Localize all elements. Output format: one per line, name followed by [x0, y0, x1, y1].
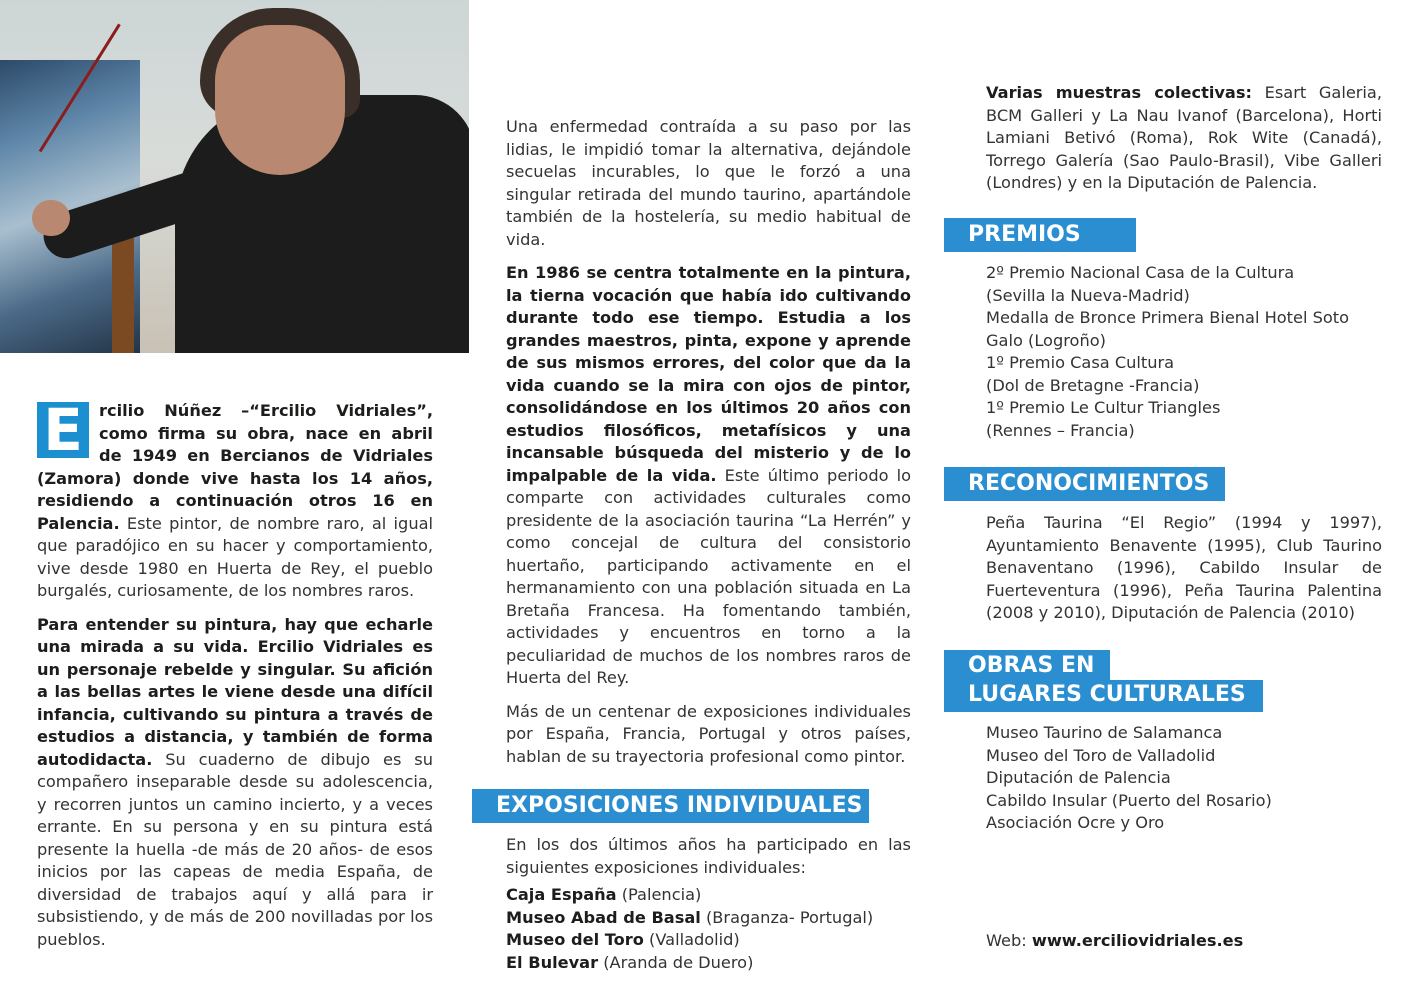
list-item: (Dol de Bretagne -Francia) [986, 375, 1200, 395]
bio-intro-paragraph [37, 396, 433, 603]
exposiciones-intro: En los dos últimos años ha participado en las siguientes exposiciones individuales: [506, 835, 911, 877]
bio-p2-bold: Para entender su pintura, hay que echarle una mirada a su vida. Ercilio Vidriales es un personaje rebelde y singular. Su afición a las bellas artes le viene desde una difícil infancia, cultivando su pintura a través de estudios a distancia, y también de forma autodidacta. [37, 614, 433, 769]
artist-hand [32, 200, 70, 236]
obras-list [986, 722, 1272, 835]
column-colectivas [986, 82, 1382, 195]
exposiciones-list [506, 884, 873, 974]
web-label: Web: [986, 931, 1032, 950]
list-item [506, 952, 873, 975]
section-header-reconocimientos: RECONOCIMIENTOS [944, 467, 1225, 501]
career-p2-bold: En 1986 se centra totalmente en la pintura, la tierna vocación que había ido cultivando durante todo ese tiempo. Estudia a los grandes maestros, pinta, expone y aprende de sus mismos errores, del color que da la vida cuando se la mira con ojos de pintor, consolidándose en los últimos 20 años con estudios filosóficos, metafísicos y una incansable búsqueda del misterio y de lo impalpable de la vida. [506, 263, 911, 485]
bio-paragraph-2 [37, 614, 433, 952]
section-header-obras-line1: OBRAS EN [944, 650, 1110, 680]
list-item: (Sevilla la Nueva-Madrid) [986, 285, 1190, 305]
bio-intro-rest: Este pintor, de nombre raro, al igual que paradójico en su hacer y comportamiento, vive desde 1980 en Huerta de Rey, el pueblo burgalés, curiosamente, de los nombres raros. [37, 513, 433, 600]
expo-name: Museo Abad de Basal [506, 907, 701, 927]
expo-name: Museo del Toro [506, 930, 644, 949]
expo-name: Caja España [506, 885, 617, 904]
list-item: Cabildo Insular (Puerto del Rosario) [986, 790, 1272, 810]
colectivas-paragraph [986, 82, 1382, 195]
career-p2-rest: Este último periodo lo comparte con actividades culturales como presidente de la asociación taurina “La Herrén” y como concejal de cultura del consistorio huertaño, participando activamente en el hermanamiento con una población situada en La Bretaña Francesa. Ha fomentando también, actividades y encuentros en torno a la peculiaridad de muchos de los nombres raros de Huerta del Rey. [506, 465, 911, 687]
expo-place: (Palencia) [616, 885, 702, 904]
bio-p2-rest: Su cuaderno de dibujo es su compañero inseparable desde su adolescencia, y recorren juntos un camino incierto, y a veces errante. En su persona y en su pintura está presente la huella -de más de 20 años- de esos inicios por las capeas de media España, de diversidad de trabajos aquí y allá para ir subsistiendo, y de más de 200 novilladas por los pueblos. [37, 749, 433, 949]
expo-place: (Valladolid) [643, 930, 740, 949]
colectivas-rest: Esart Galeria, BCM Galleri y La Nau Ivanof (Barcelona), Horti Lamiani Betivó (Roma), Rok Wite (Canadá), Torrego Galería (Sao Paulo-Brasil), Vibe Galleri (Londres) y en la Diputación de Palencia. [986, 83, 1382, 192]
drop-cap: E [37, 402, 89, 458]
list-item: Galo (Logroño) [986, 330, 1106, 350]
list-item: Diputación de Palencia [986, 768, 1171, 787]
list-item: (Rennes – Francia) [986, 420, 1135, 440]
career-paragraph-3: Más de un centenar de exposiciones individuales por España, Francia, Portugal y otros países, hablan de su trayectoria profesional como pintor. [506, 701, 911, 766]
list-item [506, 907, 873, 930]
list-item: 2º Premio Nacional Casa de la Cultura [986, 263, 1295, 282]
list-item: Museo Taurino de Salamanca [986, 723, 1223, 742]
expo-place: (Aranda de Duero) [598, 952, 754, 972]
website-line [986, 930, 1243, 953]
reconocimientos-text: Peña Taurina “El Regio” (1994 y 1997), Ayuntamiento Benavente (1995), Club Taurino Benaventano (1996), Cabildo Insular de Fuerteventura (1996), Peña Taurina Palentina (2008 y 2010), Diputación de Palencia (2010) [986, 513, 1382, 622]
list-item: 1º Premio Casa Cultura [986, 353, 1175, 372]
artist-face [215, 25, 345, 175]
list-item: Museo del Toro de Valladolid [986, 745, 1216, 765]
list-item [506, 929, 873, 952]
list-item: Medalla de Bronce Primera Bienal Hotel Soto [986, 308, 1350, 327]
bio-intro-bold: rcilio Núñez –“Ercilio Vidriales”, como firma su obra, nace en abril de 1949 en Bercianos de Vidriales (Zamora) donde vive hasta los 14 años, residiendo a continuación otros 16 en Palencia. [37, 401, 433, 533]
colectivas-bold: Varias muestras colectivas: [986, 83, 1252, 102]
list-item: 1º Premio Le Cultur Triangles [986, 398, 1221, 417]
column-career [506, 116, 911, 779]
premios-list [986, 262, 1349, 442]
section-header-exposiciones: EXPOSICIONES INDIVIDUALES [472, 789, 869, 823]
expo-name: El Bulevar [506, 952, 599, 972]
web-link[interactable]: www.erciliovidriales.es [1031, 931, 1244, 950]
artist-photo [0, 0, 469, 353]
section-header-obras-line2: LUGARES CULTURALES [944, 680, 1263, 712]
list-item: Asociación Ocre y Oro [986, 813, 1165, 832]
career-paragraph-2 [506, 262, 911, 690]
career-paragraph-1: Una enfermedad contraída a su paso por las lidias, le impidió tomar la alternativa, dejándole secuelas incurables, lo que le forzó a una singular retirada del mundo taurino, apartándole también de la hostelería, su medio habitual de vida. [506, 117, 911, 249]
expo-place: (Braganza- Portugal) [700, 907, 874, 927]
column-biography [37, 396, 433, 962]
list-item [506, 884, 873, 907]
section-header-premios: PREMIOS [944, 218, 1136, 252]
easel [112, 230, 134, 353]
